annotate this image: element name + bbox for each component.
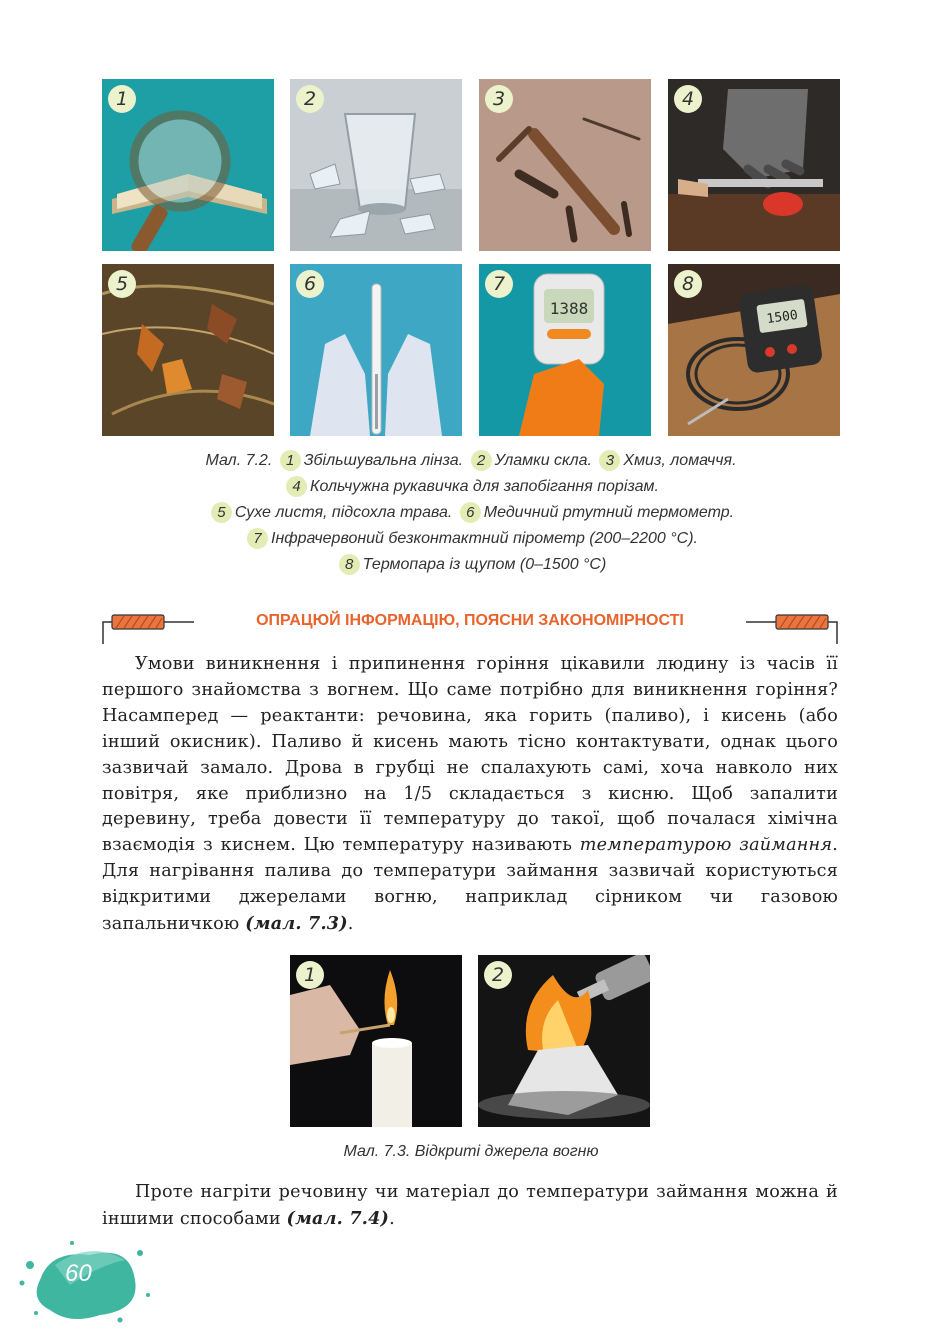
caption-line-1: Мал. 7.2. 1 Збільшувальна лінза. 2 Уламки скла. 3 Хмиз, ломаччя. — [205, 452, 737, 469]
photo-twigs — [479, 79, 651, 251]
badge-fig3-2: 2 — [484, 961, 512, 989]
caption-line-5: 8 Термопара із щупом (0–1500 °C) — [102, 552, 840, 578]
photo-match-and-candle — [290, 955, 462, 1127]
photo-magnifying-lens — [102, 79, 274, 251]
paragraph-combustion-conditions: Умови виникнення і припинення горіння цікавили людину із часів її першого знайомства з вогнем. Що саме потрібно для виникнення горіння? Насамперед — реактанти: речовина, яка горить (паливо), і кисень (або інший окисник). Паливо й кисень мають тісно контактувати, однак цього зазвичай замало. Дрова в грубці не спалахують самі, хоча навколо них повітря, яке приблизно на 1/5 складається з кисню. Щоб запалити деревину, треба довести її температуру до такої, щоб почалася хімічна взаємодія з киснем. Цю температуру називають температурою займання. Для нагрівання палива до температури займання зазвичай користуються відкритими джерелами вогню, наприклад сірником чи газовою запальничкою (мал. 7.3). — [102, 654, 838, 935]
section-header — [102, 606, 838, 646]
thermocouple-display: 1500 — [765, 307, 799, 328]
figure-7-2-caption — [102, 448, 840, 578]
photo-gas-torch-paper — [478, 955, 650, 1127]
paragraph-other-methods: Проте нагріти речовину чи матеріал до температури займання можна й іншими способами (мал. 7.4). — [102, 1182, 838, 1229]
photo-dry-leaves — [102, 264, 274, 436]
section-title: ОПРАЦЮЙ ІНФОРМАЦІЮ, ПОЯСНИ ЗАКОНОМІРНОСТІ — [256, 612, 684, 629]
badge-5: 5 — [108, 270, 136, 298]
caption-line-2: 4 Кольчужна рукавичка для запобігання порізам. — [102, 474, 840, 500]
caption-line-3: 5 Сухе листя, підсохла трава. 6 Медичний ртутний термометр. — [102, 500, 840, 526]
badge-2: 2 — [296, 85, 324, 113]
badge-1: 1 — [108, 85, 136, 113]
photo-glass-shards — [290, 79, 462, 251]
photo-chainmail-glove — [668, 79, 840, 251]
figure-7-3-caption: Мал. 7.3. Відкриті джерела вогню — [343, 1143, 599, 1160]
term-ignition-temperature: температурою займання — [579, 835, 833, 856]
photo-infrared-pyrometer — [479, 264, 651, 436]
figure-ref-7-3: (мал. 7.3) — [245, 913, 348, 935]
photo-thermocouple — [668, 264, 840, 436]
badge-fig3-1: 1 — [296, 961, 324, 989]
badge-6: 6 — [296, 270, 324, 298]
badge-3: 3 — [485, 85, 513, 113]
page-number: 60 — [65, 1260, 92, 1287]
badge-8: 8 — [674, 270, 702, 298]
badge-4: 4 — [674, 85, 702, 113]
caption-line-4: 7 Інфрачервоний безконтактний пірометр (200–2200 °C). — [102, 526, 840, 552]
badge-7: 7 — [485, 270, 513, 298]
photo-mercury-thermometer — [290, 264, 462, 436]
figure-ref-7-4: (мал. 7.4) — [286, 1207, 390, 1229]
pyrometer-display: 1388 — [549, 299, 589, 318]
